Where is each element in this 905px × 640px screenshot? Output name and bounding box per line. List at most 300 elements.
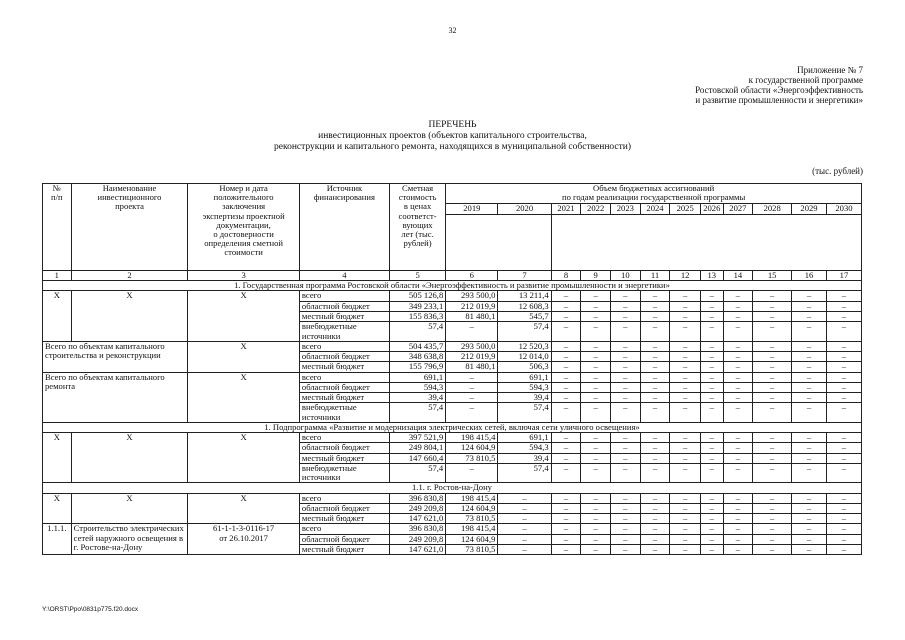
- value-empty: –: [551, 382, 581, 392]
- value-empty: –: [670, 463, 701, 482]
- value-empty: –: [640, 433, 670, 443]
- finance-source: местный бюджет: [299, 312, 389, 322]
- value-empty: –: [610, 534, 640, 544]
- column-number: 4: [299, 271, 389, 281]
- estimated-cost: 505 126,8: [389, 291, 445, 301]
- value-empty: –: [670, 524, 701, 534]
- value-empty: –: [701, 372, 724, 382]
- header-year: 2026: [701, 203, 724, 214]
- value-empty: –: [792, 312, 827, 322]
- finance-source: внебюджетные источники: [299, 403, 389, 422]
- finance-source: областной бюджет: [299, 503, 389, 513]
- value-empty: –: [551, 301, 581, 311]
- estimated-cost: 39,4: [389, 393, 445, 403]
- value-empty: –: [792, 514, 827, 524]
- value-empty: –: [753, 322, 792, 341]
- header-year: 2022: [581, 203, 611, 214]
- value-empty: –: [792, 362, 827, 372]
- value-empty: –: [640, 372, 670, 382]
- column-number: 10: [610, 271, 640, 281]
- value-empty: –: [826, 301, 861, 311]
- column-number: 2: [71, 271, 188, 281]
- title-line: реконструкции и капитального ремонта, находящихся в муниципальной собственности): [273, 142, 632, 152]
- value-2019: 73 810,5: [446, 453, 498, 463]
- document-title: [0, 120, 905, 153]
- value-empty: –: [753, 362, 792, 372]
- finance-source: местный бюджет: [299, 514, 389, 524]
- value-empty: –: [792, 433, 827, 443]
- value-2020: 594,3: [498, 382, 551, 392]
- value-empty: –: [610, 514, 640, 524]
- value-empty: –: [610, 453, 640, 463]
- finance-source: местный бюджет: [299, 453, 389, 463]
- finance-source: всего: [299, 493, 389, 503]
- value-empty: –: [610, 393, 640, 403]
- value-empty: –: [753, 433, 792, 443]
- value-empty: –: [670, 403, 701, 422]
- value-empty: –: [826, 322, 861, 341]
- value-empty: –: [670, 382, 701, 392]
- value-empty: –: [701, 524, 724, 534]
- value-empty: –: [723, 362, 753, 372]
- value-empty: –: [701, 453, 724, 463]
- value-empty: –: [640, 534, 670, 544]
- value-empty: –: [723, 443, 753, 453]
- finance-source: областной бюджет: [299, 534, 389, 544]
- header-expertise: Номер и дата положительного заключения экспертизы проектной документации, о достоверности определения сметной стоимости: [188, 184, 300, 271]
- value-empty: –: [551, 403, 581, 422]
- value-2019: 198 415,4: [446, 433, 498, 443]
- value-2019: 124 604,9: [446, 534, 498, 544]
- finance-source: местный бюджет: [299, 393, 389, 403]
- value-empty: –: [753, 503, 792, 513]
- header-year: 2025: [670, 203, 701, 214]
- column-numbers-row: [43, 271, 862, 281]
- value-empty: –: [670, 372, 701, 382]
- value-empty: –: [826, 524, 861, 534]
- expertise-conclusion: Х: [188, 493, 300, 524]
- value-empty: –: [753, 534, 792, 544]
- value-empty: –: [701, 514, 724, 524]
- value-empty: –: [610, 443, 640, 453]
- expertise-conclusion: Х: [188, 433, 300, 483]
- value-empty: –: [792, 322, 827, 341]
- value-2019: 198 415,4: [446, 524, 498, 534]
- value-empty: –: [640, 403, 670, 422]
- value-empty: –: [581, 393, 611, 403]
- value-empty: –: [551, 393, 581, 403]
- value-2019: –: [446, 393, 498, 403]
- header-year: 2023: [610, 203, 640, 214]
- value-empty: –: [723, 514, 753, 524]
- finance-source: внебюджетные источники: [299, 463, 389, 482]
- value-empty: –: [792, 493, 827, 503]
- value-empty: –: [551, 341, 581, 351]
- value-empty: –: [610, 291, 640, 301]
- value-empty: –: [753, 545, 792, 555]
- column-number: 1: [43, 271, 72, 281]
- value-empty: –: [640, 393, 670, 403]
- value-2020: 506,3: [498, 362, 551, 372]
- column-number: 3: [188, 271, 300, 281]
- value-empty: –: [551, 545, 581, 555]
- value-empty: –: [551, 322, 581, 341]
- value-empty: –: [581, 352, 611, 362]
- value-empty: –: [670, 453, 701, 463]
- column-number: 13: [701, 271, 724, 281]
- value-empty: –: [551, 503, 581, 513]
- value-empty: –: [670, 341, 701, 351]
- estimated-cost: 57,4: [389, 463, 445, 482]
- value-empty: –: [581, 322, 611, 341]
- value-empty: –: [753, 453, 792, 463]
- estimated-cost: 147 621,0: [389, 514, 445, 524]
- value-empty: –: [551, 352, 581, 362]
- value-empty: –: [610, 503, 640, 513]
- value-empty: –: [551, 463, 581, 482]
- value-empty: –: [670, 352, 701, 362]
- value-empty: –: [670, 514, 701, 524]
- value-empty: –: [723, 524, 753, 534]
- value-2020: 12 014,0: [498, 352, 551, 362]
- project-num: Х: [43, 493, 72, 524]
- value-2020: 691,1: [498, 372, 551, 382]
- value-empty: –: [753, 352, 792, 362]
- value-empty: –: [551, 372, 581, 382]
- value-empty: –: [701, 534, 724, 544]
- value-2020: 545,7: [498, 312, 551, 322]
- value-2020: –: [498, 493, 551, 503]
- value-empty: –: [753, 301, 792, 311]
- value-empty: –: [826, 382, 861, 392]
- column-number: 5: [389, 271, 445, 281]
- value-empty: –: [640, 322, 670, 341]
- value-empty: –: [723, 453, 753, 463]
- value-empty: –: [670, 393, 701, 403]
- value-2020: 57,4: [498, 403, 551, 422]
- expertise-conclusion: Х: [188, 341, 300, 372]
- value-2019: –: [446, 372, 498, 382]
- column-number: 8: [551, 271, 581, 281]
- column-number: 15: [753, 271, 792, 281]
- value-2019: –: [446, 463, 498, 482]
- value-empty: –: [610, 382, 640, 392]
- estimated-cost: 396 830,8: [389, 524, 445, 534]
- investment-projects-table: [42, 183, 862, 555]
- value-empty: –: [610, 372, 640, 382]
- header-spacer: [551, 214, 861, 270]
- table-row: [43, 372, 862, 382]
- value-empty: –: [826, 453, 861, 463]
- value-empty: –: [551, 524, 581, 534]
- value-empty: –: [826, 493, 861, 503]
- value-empty: –: [723, 503, 753, 513]
- header-row: [43, 184, 862, 204]
- value-empty: –: [701, 341, 724, 351]
- value-empty: –: [826, 393, 861, 403]
- estimated-cost: 249 804,1: [389, 443, 445, 453]
- value-2020: 691,1: [498, 433, 551, 443]
- value-empty: –: [723, 463, 753, 482]
- value-empty: –: [826, 372, 861, 382]
- header-year: 2027: [723, 203, 753, 214]
- value-empty: –: [701, 403, 724, 422]
- value-empty: –: [551, 362, 581, 372]
- value-empty: –: [610, 545, 640, 555]
- project-name: Х: [71, 433, 188, 483]
- table-row: [43, 341, 862, 351]
- value-empty: –: [792, 443, 827, 453]
- value-2019: 73 810,5: [446, 545, 498, 555]
- appendix-heading: [603, 65, 863, 105]
- value-empty: –: [581, 463, 611, 482]
- value-empty: –: [581, 453, 611, 463]
- column-number: 11: [640, 271, 670, 281]
- value-empty: –: [701, 393, 724, 403]
- estimated-cost: 348 638,8: [389, 352, 445, 362]
- units-label: (тыс. рублей): [812, 166, 863, 176]
- value-empty: –: [581, 545, 611, 555]
- value-empty: –: [581, 534, 611, 544]
- header-name: Наименование инвестиционного проекта: [71, 184, 188, 271]
- finance-source: всего: [299, 433, 389, 443]
- value-empty: –: [792, 372, 827, 382]
- header-volume: Объем бюджетных ассигнований по годам реализации государственной программы: [446, 184, 862, 204]
- estimated-cost: 57,4: [389, 322, 445, 341]
- finance-source: местный бюджет: [299, 362, 389, 372]
- value-empty: –: [551, 443, 581, 453]
- value-empty: –: [640, 524, 670, 534]
- value-empty: –: [640, 514, 670, 524]
- project-num: Х: [43, 291, 72, 341]
- value-empty: –: [640, 382, 670, 392]
- value-2019: 73 810,5: [446, 514, 498, 524]
- value-empty: –: [753, 493, 792, 503]
- column-number: 6: [446, 271, 498, 281]
- value-empty: –: [826, 433, 861, 443]
- value-2019: 212 019,9: [446, 352, 498, 362]
- value-2019: –: [446, 382, 498, 392]
- value-empty: –: [701, 545, 724, 555]
- value-empty: –: [792, 291, 827, 301]
- value-empty: –: [640, 291, 670, 301]
- finance-source: областной бюджет: [299, 443, 389, 453]
- value-empty: –: [753, 382, 792, 392]
- value-empty: –: [640, 443, 670, 453]
- value-2020: –: [498, 524, 551, 534]
- value-empty: –: [610, 312, 640, 322]
- table-row: [43, 291, 862, 301]
- estimated-cost: 594,3: [389, 382, 445, 392]
- value-empty: –: [701, 352, 724, 362]
- value-2020: –: [498, 545, 551, 555]
- project-num: Х: [43, 433, 72, 483]
- value-2020: 57,4: [498, 322, 551, 341]
- finance-source: всего: [299, 524, 389, 534]
- value-empty: –: [701, 463, 724, 482]
- value-empty: –: [792, 382, 827, 392]
- value-empty: –: [581, 503, 611, 513]
- estimated-cost: 349 233,1: [389, 301, 445, 311]
- value-empty: –: [826, 312, 861, 322]
- finance-source: всего: [299, 291, 389, 301]
- appendix-line: Ростовской области «Энергоэффективность: [695, 85, 863, 95]
- value-empty: –: [723, 301, 753, 311]
- value-empty: –: [551, 453, 581, 463]
- value-2019: 212 019,9: [446, 301, 498, 311]
- section-subprogram-title: 1. Подпрограмма «Развитие и модернизация электрических сетей, включая сети уличного освещения»: [43, 422, 862, 432]
- header-year: 2019: [446, 203, 498, 214]
- estimated-cost: 147 621,0: [389, 545, 445, 555]
- value-empty: –: [826, 352, 861, 362]
- value-empty: –: [640, 545, 670, 555]
- value-empty: –: [640, 493, 670, 503]
- value-empty: –: [701, 291, 724, 301]
- finance-source: местный бюджет: [299, 545, 389, 555]
- value-empty: –: [701, 301, 724, 311]
- project-num: 1.1.1.: [43, 524, 72, 555]
- value-empty: –: [581, 341, 611, 351]
- value-empty: –: [701, 493, 724, 503]
- value-empty: –: [826, 514, 861, 524]
- section-state-program-title: 1. Государственная программа Ростовской области «Энергоэффективность и развитие промышленности и энергетики»: [43, 281, 862, 291]
- value-2020: 12 608,3: [498, 301, 551, 311]
- value-empty: –: [551, 291, 581, 301]
- header-year: 2030: [826, 203, 861, 214]
- estimated-cost: 249 209,8: [389, 534, 445, 544]
- value-empty: –: [640, 463, 670, 482]
- value-2019: 293 500,0: [446, 291, 498, 301]
- value-empty: –: [723, 322, 753, 341]
- table-row: [43, 433, 862, 443]
- value-empty: –: [753, 524, 792, 534]
- file-path-footer: Y:\ORST\Ppo\0831p775.f20.docx: [42, 606, 139, 613]
- value-empty: –: [701, 433, 724, 443]
- estimated-cost: 57,4: [389, 403, 445, 422]
- finance-source: областной бюджет: [299, 352, 389, 362]
- title-main: ПЕРЕЧЕНЬ: [428, 120, 477, 130]
- value-empty: –: [581, 382, 611, 392]
- value-empty: –: [551, 433, 581, 443]
- expertise-conclusion: Х: [188, 291, 300, 341]
- value-empty: –: [701, 382, 724, 392]
- value-2019: 124 604,9: [446, 443, 498, 453]
- value-empty: –: [826, 341, 861, 351]
- value-empty: –: [723, 291, 753, 301]
- value-empty: –: [640, 341, 670, 351]
- estimated-cost: 155 836,3: [389, 312, 445, 322]
- header-year: 2020: [498, 203, 551, 214]
- value-empty: –: [581, 291, 611, 301]
- column-number: 7: [498, 271, 551, 281]
- value-2020: 594,3: [498, 443, 551, 453]
- value-empty: –: [640, 352, 670, 362]
- value-empty: –: [581, 443, 611, 453]
- value-2019: 124 604,9: [446, 503, 498, 513]
- value-empty: –: [581, 433, 611, 443]
- value-empty: –: [610, 341, 640, 351]
- value-empty: –: [753, 372, 792, 382]
- value-empty: –: [581, 362, 611, 372]
- appendix-line: к государственной программе: [748, 75, 863, 85]
- value-empty: –: [826, 503, 861, 513]
- value-empty: –: [723, 403, 753, 422]
- estimated-cost: 249 209,8: [389, 503, 445, 513]
- column-number: 9: [581, 271, 611, 281]
- value-empty: –: [753, 291, 792, 301]
- header-source: Источник финансирования: [299, 184, 389, 271]
- value-empty: –: [610, 463, 640, 482]
- value-empty: –: [640, 312, 670, 322]
- value-empty: –: [581, 514, 611, 524]
- value-empty: –: [753, 393, 792, 403]
- finance-source: всего: [299, 341, 389, 351]
- value-empty: –: [610, 301, 640, 311]
- value-empty: –: [826, 463, 861, 482]
- value-empty: –: [670, 362, 701, 372]
- value-2020: 39,4: [498, 393, 551, 403]
- title-line: инвестиционных проектов (объектов капитального строительства,: [318, 131, 587, 141]
- value-empty: –: [610, 362, 640, 372]
- value-empty: –: [723, 433, 753, 443]
- header-year: 2028: [753, 203, 792, 214]
- value-empty: –: [581, 312, 611, 322]
- value-empty: –: [792, 463, 827, 482]
- value-empty: –: [640, 503, 670, 513]
- appendix-line: и развитие промышленности и энергетики»: [695, 95, 863, 105]
- value-empty: –: [610, 433, 640, 443]
- header-num: № п/п: [43, 184, 72, 271]
- value-2019: 81 480,1: [446, 312, 498, 322]
- header-year: 2024: [640, 203, 670, 214]
- project-name: Всего по объектам капитального строительства и реконструкции: [43, 341, 188, 372]
- estimated-cost: 147 660,4: [389, 453, 445, 463]
- page-number: 32: [448, 26, 457, 35]
- value-empty: –: [701, 322, 724, 341]
- value-empty: –: [640, 301, 670, 311]
- value-empty: –: [723, 372, 753, 382]
- value-empty: –: [792, 403, 827, 422]
- value-empty: –: [723, 393, 753, 403]
- value-empty: –: [792, 534, 827, 544]
- estimated-cost: 691,1: [389, 372, 445, 382]
- value-empty: –: [551, 514, 581, 524]
- table-row: [43, 493, 862, 503]
- value-empty: –: [826, 362, 861, 372]
- section-subprogram: [43, 422, 862, 432]
- value-empty: –: [581, 403, 611, 422]
- value-empty: –: [670, 545, 701, 555]
- value-empty: –: [723, 493, 753, 503]
- value-empty: –: [792, 393, 827, 403]
- column-number: 12: [670, 271, 701, 281]
- value-2020: 13 211,4: [498, 291, 551, 301]
- value-empty: –: [792, 301, 827, 311]
- value-empty: –: [826, 534, 861, 544]
- section-city: [43, 483, 862, 493]
- column-number: 16: [792, 271, 827, 281]
- project-name: Всего по объектам капитального ремонта: [43, 372, 188, 422]
- estimated-cost: 155 796,9: [389, 362, 445, 372]
- value-2020: 12 520,3: [498, 341, 551, 351]
- value-empty: –: [826, 403, 861, 422]
- value-empty: –: [610, 403, 640, 422]
- expertise-conclusion: 61-1-1-3-0116-17 от 26.10.2017: [188, 524, 300, 555]
- finance-source: всего: [299, 372, 389, 382]
- value-empty: –: [723, 545, 753, 555]
- value-empty: –: [670, 322, 701, 341]
- value-empty: –: [723, 382, 753, 392]
